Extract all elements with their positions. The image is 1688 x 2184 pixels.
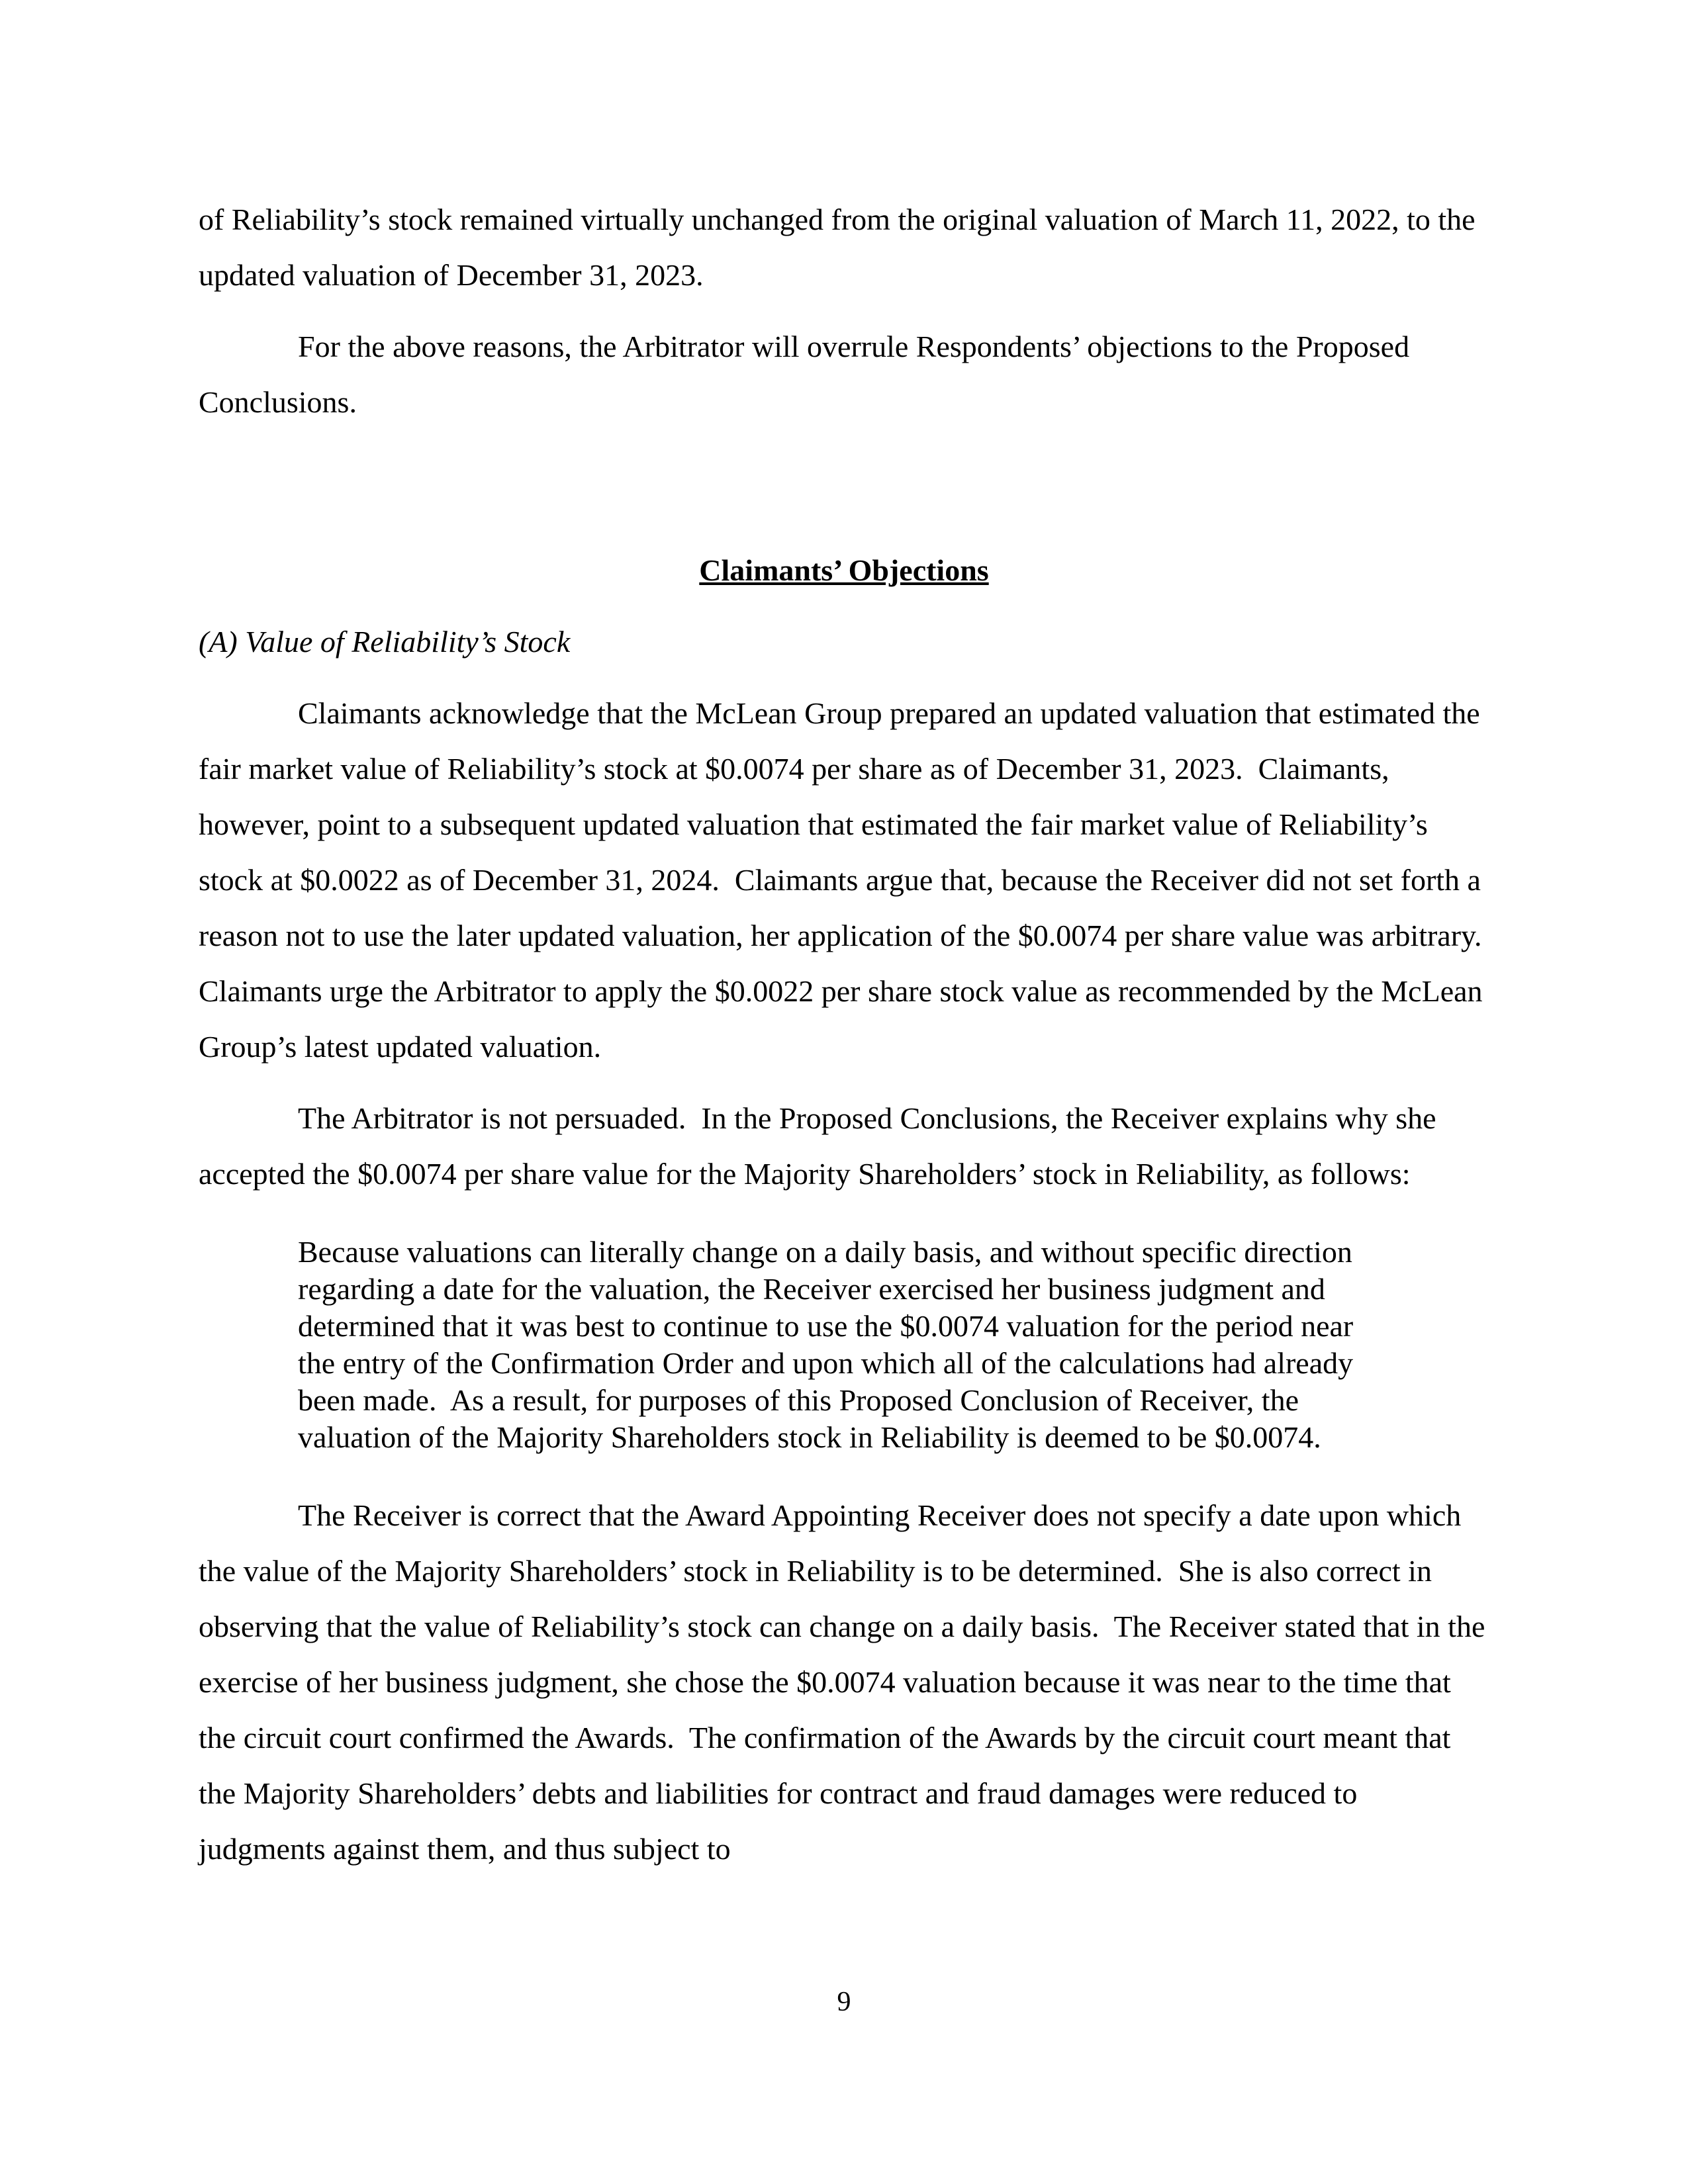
overrule-paragraph: For the above reasons, the Arbitrator will overrule Respondents’ objections to the Proposed Conclusions. bbox=[199, 330, 1417, 419]
section-heading-text: Claimants’ Objections bbox=[699, 553, 989, 587]
claimants-acknowledge-paragraph: Claimants acknowledge that the McLean Group prepared an updated valuation that estimated the fair market value of Reliability’s stock at $0.0074 per share as of December 31, 2023. Claimants, however, point to a subsequent updated valuation that estimated the fair market value of Reliability’s stock at $0.0022 as of December 31, 2024. Claimants argue that, because the Receiver did not set forth a reason not to use the later updated valuation, her application of the $0.0074 per share value was arbitrary. Claimants urge the Arbitrator to apply the $0.0022 per share stock value as recommended by the McLean Group’s latest updated valuation. bbox=[199, 696, 1497, 1064]
continued-paragraph: of Reliability’s stock remained virtually unchanged from the original valuation of March 11, 2022, to the updated valuation of December 31, 2023. bbox=[199, 203, 1483, 292]
section-heading bbox=[199, 543, 1489, 598]
subsection-heading: (A) Value of Reliability’s Stock bbox=[199, 625, 571, 659]
page-number: 9 bbox=[837, 1987, 851, 2017]
arbitrator-not-persuaded-paragraph: The Arbitrator is not persuaded. In the Proposed Conclusions, the Receiver explains why she accepted the $0.0074 per share value for the Majority Shareholders’ stock in Reliability, as follows: bbox=[199, 1101, 1444, 1191]
receiver-correct-paragraph: The Receiver is correct that the Award Appointing Receiver does not specify a date upon which the value of the Majority Shareholders’ stock in Reliability is to be determined. She is also correct in observing that the value of Reliability’s stock can change on a daily basis. The Receiver stated that in the exercise of her business judgment, she chose the $0.0074 valuation because it was near to the time that the circuit court confirmed the Awards. The confirmation of the Awards by the circuit court meant that the Majority Shareholders’ debts and liabilities for contract and fraud damages were reduced to judgments against them, and thus subject to bbox=[199, 1498, 1493, 1866]
receiver-block-quote: Because valuations can literally change on a daily basis, and without specific direction regarding a date for the valuation, the Receiver exercised her business judgment and determined that it was best to continue to use the $0.0074 valuation for the period near the entry of the Confirmation Order and upon which all of the calculations had already been made. As a result, for purposes of this Proposed Conclusion of Receiver, the valuation of the Majority Shareholders stock in Reliability is deemed to be $0.0074. bbox=[298, 1235, 1361, 1454]
